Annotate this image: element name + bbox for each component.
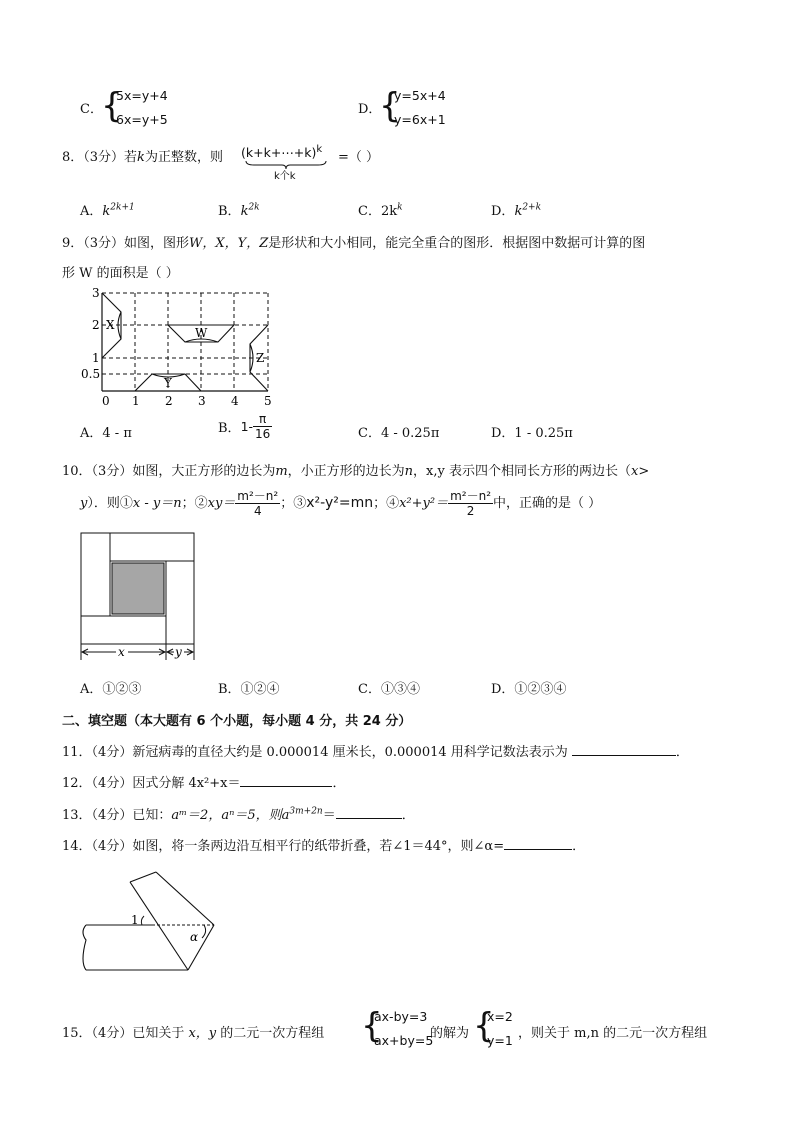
q12-answer-blank[interactable]	[240, 774, 332, 787]
q8-option-b: B．$k^{2k}$	[218, 202, 260, 219]
q14: 14．（4分）如图，将一条两边沿互相平行的纸带折叠，若∠1＝44°，则∠α= ．	[62, 839, 586, 854]
q15-system-brace: {	[361, 1006, 383, 1046]
q8-option-c: C．$2k^k$	[358, 202, 403, 219]
q8-option-a: A．$k^{2k+1}$	[80, 202, 135, 219]
q8-under-label: k个k	[274, 171, 296, 182]
q10-option-a: A．①②③	[80, 682, 142, 697]
q14-fig-angle-1: 1	[131, 913, 139, 927]
q10-option-d: D．①②③④	[491, 682, 567, 697]
q15-eq2: ax+by=5	[374, 1033, 434, 1048]
q13: 13．（4分）已知：aᵐ＝2，aⁿ＝5，则$a^{3m+2n}=$ ．	[62, 806, 415, 823]
q9-stem-line2: 形 W 的面积是（ ）	[62, 266, 179, 281]
q8-tail: =（ ）	[338, 150, 380, 165]
q15-sol2: y=1	[487, 1033, 513, 1048]
q10-fig-y: y	[175, 645, 182, 659]
q10-fig-x: x	[118, 645, 125, 659]
q9-x-label-4: 4	[231, 394, 239, 408]
section-2-heading: 二、填空题（本大题有 6 个小题，每小题 4 分，共 24 分）	[62, 714, 412, 729]
q11-answer-blank[interactable]	[572, 743, 676, 756]
q14-fig-angle-alpha: α	[190, 930, 199, 944]
q9-figure	[80, 284, 280, 410]
q7-option-d-brace: {	[379, 86, 401, 126]
q14-figure	[82, 862, 232, 978]
q7-option-d-label: D．	[358, 102, 382, 117]
q15-solution-brace: {	[473, 1006, 495, 1046]
q9-x-label-2: 2	[165, 394, 173, 408]
q15-pre: 15．（4分）已知关于 x，y 的二元一次方程组	[62, 1026, 325, 1041]
q12: 12．（4分）因式分解 4x²+x＝ ．	[62, 776, 346, 791]
q15-sol1: x=2	[487, 1009, 513, 1024]
q15-eq1: ax-by=3	[374, 1009, 428, 1024]
q9-shape-y: Y	[164, 376, 172, 390]
q9-shape-z: Z	[256, 351, 265, 365]
q9-x-label-0: 0	[102, 394, 110, 408]
q10-option-b: B．①②④	[218, 682, 280, 697]
q9-y-label-05: 0.5	[81, 367, 101, 381]
q7-option-c-eq1: 5x=y+4	[116, 88, 168, 103]
q9-x-label-3: 3	[198, 394, 206, 408]
q9-option-a: A．4 - π	[80, 426, 132, 441]
q8-stem: 8．（3分）若k为正整数，则	[62, 150, 223, 165]
q15-sol-pre: 的解为	[430, 1026, 470, 1041]
q7-option-d-eq2: y=6x+1	[394, 112, 446, 127]
q7-option-d-eq1: y=5x+4	[394, 88, 446, 103]
q9-option-d: D．1 - 0.25π	[491, 426, 573, 441]
q15-tail: ，则关于 m,n 的二元一次方程组	[518, 1026, 708, 1041]
q7-option-c-eq2: 6x=y+5	[116, 112, 168, 127]
q11: 11．（4分）新冠病毒的直径大约是 0.000014 厘米长，0.000014 用科学记数法表示为 ．	[62, 745, 689, 760]
q7-option-c-brace: {	[101, 86, 123, 126]
q9-option-b: B．1- $\frac{\pi}{16}$	[218, 412, 271, 441]
q13-answer-blank[interactable]	[336, 806, 402, 819]
q9-x-label-1: 1	[132, 394, 140, 408]
q8-option-d: D．$k^{2+k}$	[491, 202, 542, 219]
q10-stem-line1: 10．（3分）如图，大正方形的边长为m，小正方形的边长为n，x,y 表示四个相同长方形的两边长（x>	[62, 464, 650, 479]
q14-answer-blank[interactable]	[504, 837, 572, 850]
q9-shape-x: X	[106, 318, 115, 332]
q9-shape-w: W	[195, 326, 208, 340]
q9-stem-line1: 9．（3分）如图，图形W，X，Y，Z是形状和大小相同，能完全重合的图形．根据图中数据可计算的图	[62, 236, 646, 251]
q7-option-c-label: C．	[80, 102, 103, 117]
q10-figure	[78, 530, 198, 662]
q10-stem-line2: y）．则①x - y＝n；②xy＝ $\frac{\text{m²－n²}}{4}$ ；③x²-y²=mn；④x²+y²＝ $\frac{\text{m²－n²}}{2}$ 中，正确的是（ ）	[80, 489, 602, 518]
q9-y-label-3: 3	[92, 286, 100, 300]
q9-y-label-1: 1	[92, 351, 100, 365]
q9-x-label-5: 5	[264, 394, 272, 408]
q10-option-c: C．①③④	[358, 682, 420, 697]
q8-expression: (k+k+⋯+k)$^k$	[241, 144, 323, 161]
q9-y-label-2: 2	[92, 318, 100, 332]
q9-option-c: C．4 - 0.25π	[358, 426, 440, 441]
